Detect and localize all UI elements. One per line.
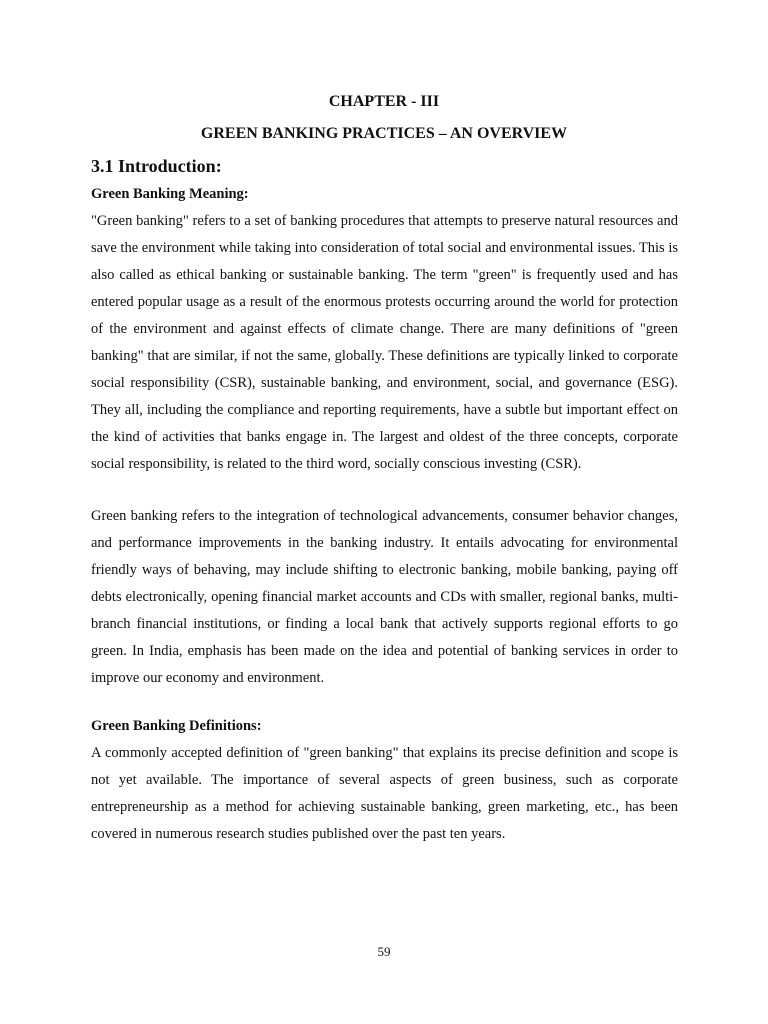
section-spacer	[91, 692, 678, 716]
subsection-heading-definitions: Green Banking Definitions:	[91, 718, 262, 734]
page-number: 59	[377, 944, 391, 959]
chapter-subtitle: GREEN BANKING PRACTICES – AN OVERVIEW	[200, 125, 568, 142]
chapter-title: CHAPTER - III	[328, 93, 440, 110]
subsection-heading-meaning: Green Banking Meaning:	[91, 186, 249, 202]
section-heading: 3.1 Introduction:	[91, 156, 222, 176]
paragraph-meaning-1: "Green banking" refers to a set of banking procedures that attempts to preserve natural resources and save the environment while taking into consideration of total social and environmental issues. This is also called as ethical banking or sustainable banking. The term "green" is frequently used and has entered popular usage as a result of the enormous protests occurring around the world for protection of the environment and against effects of climate change. There are many definitions of "green banking" that are similar, if not the same, globally. These definitions are typically linked to corporate social responsibility (CSR), sustainable banking, and environment, social, and governance (ESG). They all, including the compliance and reporting requirements, have a subtle but important effect on the kind of activities that banks engage in. The largest and oldest of the three concepts, corporate social responsibility, is related to the third word, socially conscious investing (CSR).	[91, 213, 678, 472]
paragraph-spacer	[91, 478, 678, 503]
paragraph-definitions-1: A commonly accepted definition of "green banking" that explains its precise definition and scope is not yet available. The importance of several aspects of green business, such as corporate entrepreneurship as a method for achieving sustainable banking, green marketing, etc., has been covered in numerous research studies published over the past ten years.	[91, 745, 678, 842]
paragraph-meaning-2: Green banking refers to the integration of technological advancements, consumer behavior changes, and performance improvements in the banking industry. It entails advocating for environmental friendly ways of behaving, may include shifting to electronic banking, mobile banking, paying off debts electronically, opening financial market accounts and CDs with smaller, regional banks, multi-branch financial institutions, or finding a local bank that actively supports regional efforts to go green. In India, emphasis has been made on the idea and potential of banking services in order to improve our economy and environment.	[91, 508, 678, 686]
page-body	[91, 154, 678, 848]
